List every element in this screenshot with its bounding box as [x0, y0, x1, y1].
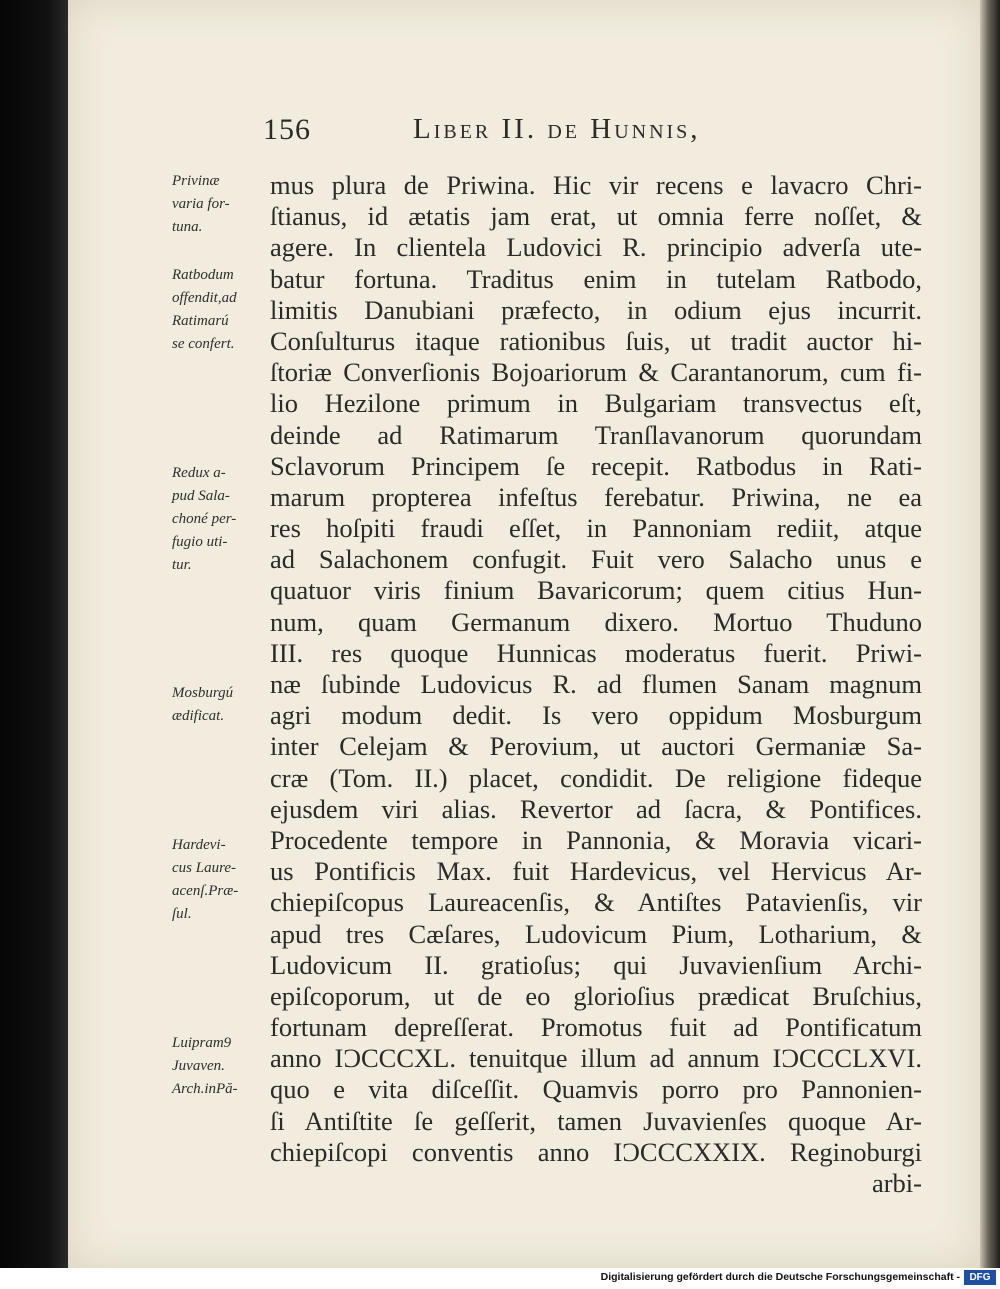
body-text: [270, 170, 922, 1199]
page-header: [263, 113, 923, 153]
body-line: num, quam Germanum dixero. Mortuo Thuduno: [270, 606, 922, 637]
body-line: limitis Danubiani præfecto, in odium ejus incurrit.: [270, 294, 922, 325]
page-edge: [980, 0, 1000, 1268]
body-line: res hoſpiti fraudi eſſet, in Pannoniam rediit, atque: [270, 513, 922, 544]
body-line: quo e vita diſceſſit. Quamvis porro pro Pannonien-: [270, 1074, 922, 1105]
marginal-note: Hardevi- cus Laure- acenſ.Præ- ſul.: [172, 837, 239, 922]
marginal-note: Luipram9 Juvaven. Arch.inPă-: [172, 1035, 238, 1097]
body-line: Conſulturus itaque rationibus ſuis, ut tradit auctor hi-: [270, 325, 922, 356]
body-line: lio Hezilone primum in Bulgariam transvectus eſt,: [270, 388, 922, 419]
body-line: agri modum dedit. Is vero oppidum Mosburgum: [270, 700, 922, 731]
body-line: mus plura de Priwina. Hic vir recens e lavacro Chri-: [270, 170, 922, 200]
body-line: chiepiſcopi conventis anno IƆCCCXXIX. Reginoburgi: [270, 1136, 922, 1167]
body-line: deinde ad Ratimarum Tranſlavanorum quorundam: [270, 419, 922, 450]
body-line: III. res quoque Hunnicas moderatus fuerit. Priwi-: [270, 637, 922, 668]
body-line: batur fortuna. Traditus enim in tutelam Ratbodo,: [270, 263, 922, 294]
marginal-note: Ratbodum offendit,ad Ratimarú se confert.: [172, 267, 237, 352]
body-line: ad Salachonem confugit. Fuit vero Salacho unus e: [270, 544, 922, 575]
body-line: næ ſubinde Ludovicus R. ad flumen Sanam magnum: [270, 669, 922, 699]
body-line: Ludovicum II. gratioſus; qui Juvavienſium Archi-: [270, 949, 922, 980]
body-line: quatuor viris finium Bavaricorum; quem citius Hun-: [270, 575, 922, 606]
body-line: agere. In clientela Ludovici R. principio adverſa ute-: [270, 232, 922, 263]
dfg-logo: DFG: [964, 1270, 996, 1285]
body-line: chiepiſcopus Laureacenſis, & Antiſtes Patavienſis, vir: [270, 887, 922, 918]
body-line: marum propterea infeſtus ferebatur. Priwina, ne ea: [270, 481, 922, 512]
body-line: inter Celejam & Perovium, ut auctori Germaniæ Sa-: [270, 731, 922, 762]
marginal-note: Redux a- pud Sala- choné per- fugio uti- tur.: [172, 465, 237, 573]
marginal-note: Privinæ varia for- tuna.: [172, 173, 230, 235]
marginal-note: Mosburgú ædificat.: [172, 685, 234, 724]
body-line: us Pontificis Max. fuit Hardevicus, vel Hervicus Ar-: [270, 856, 922, 887]
digitization-footer: [0, 1268, 1000, 1289]
body-line: ſtianus, id ætatis jam erat, ut omnia ferre noſſet, &: [270, 201, 922, 232]
body-line: anno IƆCCCXL. tenuitque illum ad annum IƆCCCLXVI.: [270, 1043, 922, 1074]
body-line: epiſcoporum, ut de eo glorioſius prædicat Bruſchius,: [270, 980, 922, 1011]
body-line: ejusdem viri alias. Revertor ad ſacra, & Pontifices.: [270, 793, 922, 824]
body-line: apud tres Cæſares, Ludovicum Pium, Lotharium, &: [270, 918, 922, 949]
book-gutter-shadow: [0, 0, 68, 1268]
running-title: Liber II. de Hunnis,: [413, 113, 701, 145]
body-line: Sclavorum Principem ſe recepit. Ratbodus in Rati-: [270, 450, 922, 481]
body-line: ſtoriæ Converſionis Bojoariorum & Carantanorum, cum fi-: [270, 357, 922, 388]
body-line: cræ (Tom. II.) placet, condidit. De religione fideque: [270, 762, 922, 793]
page-number: 156: [263, 113, 311, 146]
body-line: ſi Antiſtite ſe geſſerit, tamen Juvavienſes quoque Ar-: [270, 1105, 922, 1136]
body-line: fortunam depreſſerat. Promotus fuit ad Pontificatum: [270, 1012, 922, 1043]
funding-credit: Digitalisierung gefördert durch die Deutsche Forschungsgemeinschaft -: [600, 1271, 960, 1283]
body-line: Procedente tempore in Pannonia, & Moravia vicari-: [270, 824, 922, 855]
body-line: arbi-: [871, 1168, 922, 1198]
